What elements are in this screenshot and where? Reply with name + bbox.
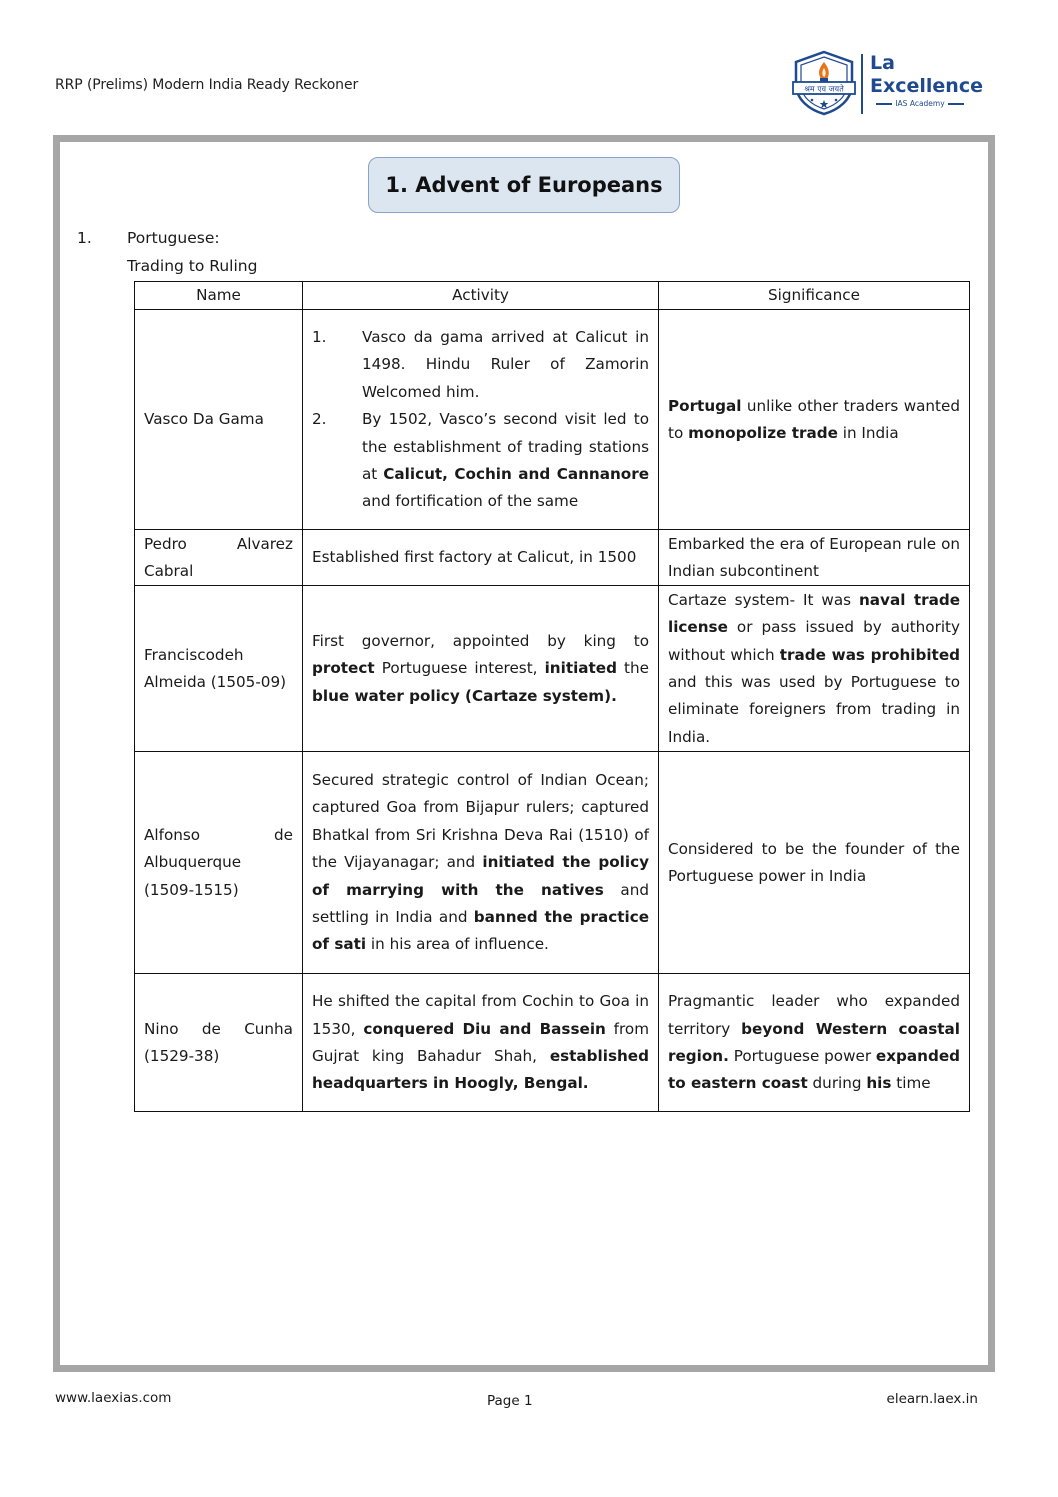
- svg-text:श्रम एव जयते: श्रम एव जयते: [804, 84, 844, 94]
- text-run: Embarked the era of European rule on Indian subcontinent: [668, 534, 960, 580]
- text-run: Portuguese interest,: [374, 659, 545, 678]
- table-row: [135, 310, 970, 530]
- section-number: 1.: [77, 229, 92, 247]
- column-header-activity: Activity: [303, 282, 659, 310]
- text-run: unlike other traders wanted to: [668, 396, 960, 442]
- cell-name: Franciscodeh Almeida (1505-09): [135, 586, 303, 752]
- text-run: He shifted the capital from Cochin to Goa in 1530,: [312, 992, 649, 1038]
- activity-item: 2. By 1502, Vasco’s second visit led to the establishment of trading stations at Calicut, Cochin and Cannanore and fortification of the same: [312, 410, 649, 511]
- bold-text-run: banned the practice of sati: [312, 908, 650, 954]
- activity-item-text: [362, 328, 649, 401]
- text-run: time: [891, 1074, 931, 1093]
- section-title: Portuguese:: [127, 229, 220, 247]
- text-run: and fortification of the same: [362, 492, 579, 511]
- table-row: [135, 586, 970, 752]
- bold-text-run: trade was prohibited: [779, 645, 960, 664]
- cell-name: Alfonso de Albuquerque (1509-1515): [135, 752, 303, 974]
- bold-text-run: Calicut, Cochin and Cannanore: [383, 465, 649, 484]
- table-header-row: [135, 282, 970, 310]
- bold-text-run: beyond Western coastal region.: [668, 1019, 960, 1065]
- bold-text-run: naval trade license: [668, 590, 960, 637]
- cell-name: Pedro Alvarez Cabral: [135, 530, 303, 586]
- bold-text-run: blue water policy: [312, 686, 460, 705]
- footer-elearn-link[interactable]: elearn.laex.in: [886, 1391, 978, 1407]
- bold-text-run: his: [866, 1074, 892, 1093]
- cell-significance: [659, 752, 970, 974]
- table-row: [135, 752, 970, 974]
- chapter-title: 1. Advent of Europeans: [368, 157, 680, 213]
- academy-logo: [790, 50, 983, 116]
- cell-activity: [303, 586, 659, 752]
- column-header-significance: Significance: [659, 282, 970, 310]
- text-run: Pragmantic leader who expanded territory: [668, 992, 960, 1038]
- text-run: and settling in India and: [312, 880, 650, 927]
- bold-text-run: Portugal: [668, 396, 742, 415]
- cell-name: Vasco Da Gama: [135, 310, 303, 530]
- portuguese-rulers-table: [134, 281, 970, 1112]
- footer-page-number: Page 1: [487, 1393, 533, 1409]
- text-run: Established first factory at Calicut, in 1500: [312, 548, 637, 567]
- cell-significance: [659, 974, 970, 1112]
- text-run: and this was used by Portuguese to eliminate foreigners from trading in India.: [668, 672, 960, 746]
- bold-text-run: (Cartaze system).: [459, 686, 617, 705]
- text-run: from Gujrat king Bahadur Shah,: [312, 1019, 650, 1065]
- text-run: in India: [837, 423, 899, 442]
- cell-name: Nino de Cunha (1529-38): [135, 974, 303, 1112]
- logo-brand-sub: IAS Academy: [870, 99, 970, 108]
- text-run: By 1502, Vasco’s second visit led to the establishment of trading stations at: [362, 410, 649, 484]
- cell-significance: [659, 586, 970, 752]
- section-subtitle: Trading to Ruling: [127, 257, 258, 275]
- bold-text-run: conquered Diu and Bassein: [363, 1019, 606, 1038]
- bold-text-run: initiated the policy of marrying with the natives: [312, 853, 649, 899]
- cell-activity: [303, 974, 659, 1112]
- text-run: Considered to be the founder of the Portuguese power in India: [668, 839, 960, 885]
- running-header-title: RRP (Prelims) Modern India Ready Reckoner: [55, 77, 359, 93]
- footer-website-link[interactable]: www.laexias.com: [55, 1390, 172, 1406]
- text-run: in his area of influence.: [366, 935, 549, 954]
- bold-text-run: protect: [312, 659, 375, 678]
- cell-activity: [303, 530, 659, 586]
- cell-activity: [303, 752, 659, 974]
- shield-emblem-icon: [790, 50, 858, 116]
- text-run: Cartaze system- It was: [668, 590, 859, 609]
- bold-text-run: initiated: [544, 659, 617, 678]
- text-run: First governor, appointed by king to: [312, 631, 649, 650]
- bold-text-run: established headquarters in Hoogly, Bengal.: [312, 1046, 649, 1093]
- logo-brand-line1: La: [870, 52, 895, 74]
- cell-activity: [303, 310, 659, 530]
- text-run: during: [807, 1074, 867, 1093]
- bold-text-run: monopolize trade: [688, 423, 838, 442]
- cell-significance: [659, 310, 970, 530]
- activity-list: [312, 324, 649, 516]
- activity-item-text: [362, 410, 649, 510]
- text-run: the: [616, 659, 649, 678]
- table-row: [135, 530, 970, 586]
- cell-significance: [659, 530, 970, 586]
- activity-item: 1. Vasco da gama arrived at Calicut in 1498. Hindu Ruler of Zamorin Welcomed him.: [312, 327, 649, 401]
- text-run: or pass issued by authority without which: [668, 618, 960, 664]
- column-header-name: Name: [135, 282, 303, 310]
- logo-divider: [861, 54, 863, 114]
- logo-brand-line2: Excellence: [870, 75, 983, 97]
- text-run: Secured strategic control of Indian Ocean; captured Goa from Bijapur rulers; captured Bhatkal from Sri Krishna Deva Rai (1510) of the Vijayanagar; and: [312, 770, 649, 872]
- text-run: Vasco da gama arrived at Calicut in 1498. Hindu Ruler of Zamorin Welcomed him.: [362, 327, 649, 401]
- text-run: Portuguese power: [728, 1046, 876, 1065]
- bold-text-run: expanded to eastern coast: [668, 1046, 960, 1093]
- table-row: [135, 974, 970, 1112]
